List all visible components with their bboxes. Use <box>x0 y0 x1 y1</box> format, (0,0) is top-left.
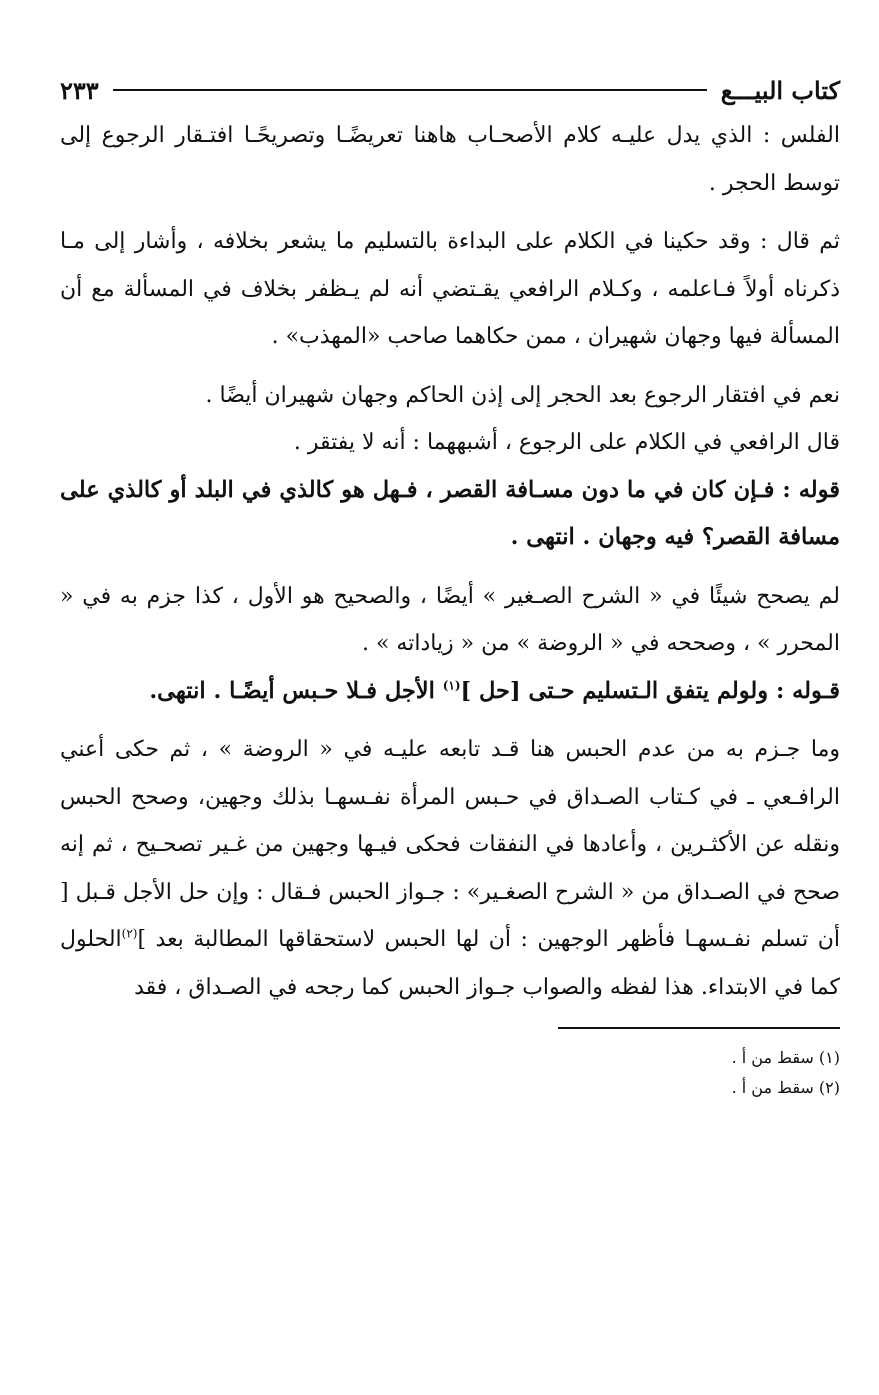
footnote-1: (١) سقط من أ . <box>731 1048 840 1067</box>
paragraph-2: ثم قال : وقد حكينا في الكلام على البداءة بالتسليم ما يشعر بخلافه ، وأشار إلى مـا ذكرناه أولاً فـاعلمه ، وكـلام الرافعي يقـتضي أنه لم يـظفر بخلاف في المسألة مع أن المسألة فيها وجهان شهيران ، ممن حكاهما صاحب «المهذب» . <box>60 229 840 349</box>
page-number: ٢٣٣ <box>60 75 99 105</box>
paragraph-8 <box>60 726 840 1011</box>
document-page <box>60 68 840 1103</box>
quote-2-text-after: الأجل فـلا حـبس أيضًـا . انتهى. <box>149 677 443 704</box>
paragraph-4: قال الرافعي في الكلام على الرجوع ، أشبههما : أنه لا يفتقر . <box>293 430 840 455</box>
paragraph-1: الفلس : الذي يدل عليـه كلام الأصحـاب هاهنا تعريضًـا وتصريحًـا افتـقار الرجوع إلى توسط الحجر . <box>60 123 840 196</box>
header-title: كتاب البيـــع <box>720 75 840 105</box>
paragraph-8-text-1: وما جـزم به من عدم الحبس هنا قـد تابعه عليـه في « الروضة » ، ثم حكى أعني الرافـعي ـ في كـتاب الصـداق في حـبس المرأة نفـسهـا بذلك وجهين، وصحح الحبس ونقله عن الأكثـرين ، وأعادها في النفقات فحكى فيـها وجهين من غـير تصحـيح ، ثم إنه صحح في الصـداق من « الشرح الصغـير» : جـواز الحبس فـقال : وإن حل الأجل قـبل [ أن تسلم نفـسهـا فأظهر الوجهين : أن لها الحبس لاستحقاقها المطالبة بعد ] <box>60 737 840 952</box>
paragraph-8-text-2: الحلول كما في الابتداء. هذا لفظه والصواب جـواز الحبس كما رجحه في الصـداق ، فقد <box>60 927 840 1000</box>
paragraph-gap <box>60 562 840 573</box>
paragraph-gap <box>60 715 840 726</box>
running-header <box>60 68 840 112</box>
footnote-ref-2: (٢) <box>121 926 138 941</box>
quote-paragraph-2 <box>60 668 840 716</box>
quote-2-text-before: قـوله : ولولم يتفق الـتسليم حـتى [حل ] <box>460 677 840 704</box>
paragraph-gap <box>60 361 840 372</box>
paragraph-3: نعم في افتقار الرجوع بعد الحجر إلى إذن الحاكم وجهان شهيران أيضًا . <box>205 382 840 408</box>
quote-paragraph-1: قوله : فـإن كان في ما دون مسـافة القصر ، فـهل هو كالذي في البلد أو كالذي على مسافة القصر؟ فيه وجهان . انتهى . <box>60 476 840 550</box>
paragraph-6: لم يصحح شيئًا في « الشرح الصـغير » أيضًا ، والصحيح هو الأول ، كذا جزم به في « المحرر » ، وصححه في « الروضة » من « زياداته » . <box>60 583 840 656</box>
paragraph-gap <box>60 207 840 218</box>
footnote-ref-1: (١) <box>442 678 461 692</box>
footnote-rule <box>558 1027 840 1029</box>
footnote-2: (٢) سقط من أ . <box>731 1078 840 1097</box>
header-rule <box>113 89 707 91</box>
